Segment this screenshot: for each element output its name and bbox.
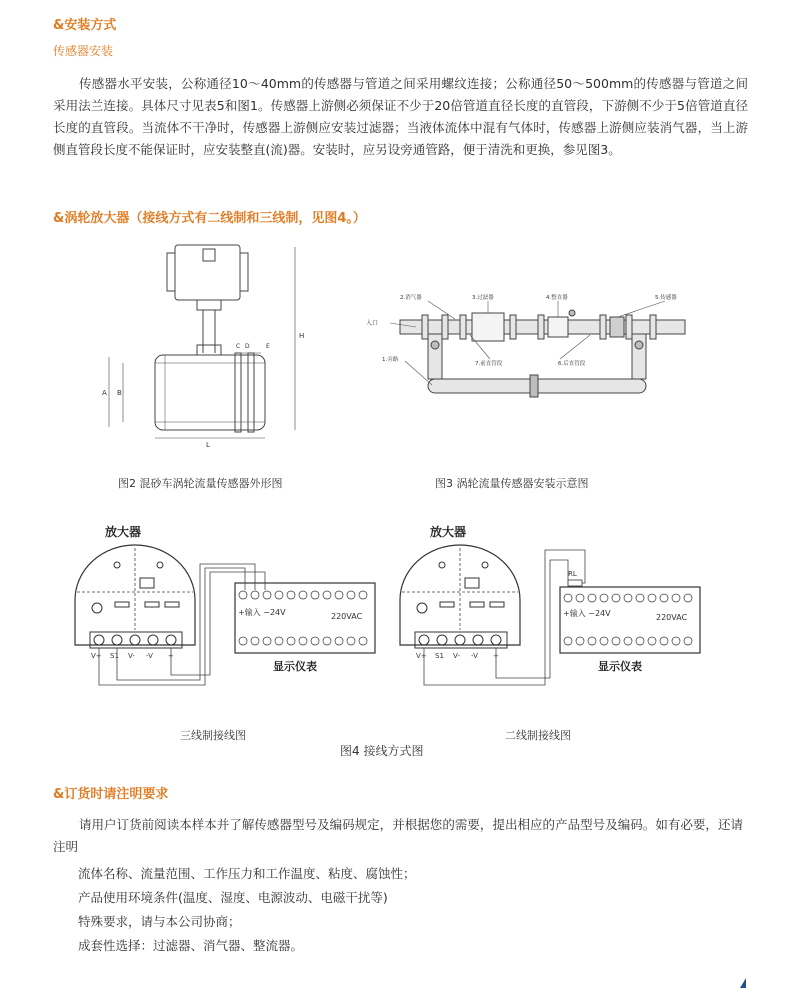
two-wire-resistor-label: RL: [568, 570, 577, 578]
install-paragraph: 传感器水平安装，公称通径10～40mm的传感器与管道之间采用螺纹连接；公称通径50～500mm的传感器与管道之间采用法兰连接。具体尺寸见表5和图1。传感器上游侧必须保证不少于20倍管道直径长度的直管段，下游侧不少于5倍管道直径长度的直管段。当流体不干净时，传感器上游侧应安装过滤器；当液体流体中混有气体时，传感器上游侧应装消气器，当上游侧直管段长度不能保证时，应安装整直(流)器。安装时，应另设旁通管路，便于清洗和更换，参见图3。: [53, 76, 748, 157]
fig3-installation-drawing: [360, 285, 690, 415]
two-wire-terminal-1: V+: [416, 652, 427, 660]
two-wire-terminal-4: -V: [471, 652, 478, 660]
two-wire-amplifier-title: 放大器: [430, 525, 467, 539]
order-requirements-list: [78, 862, 728, 958]
three-wire-amplifier-title: 放大器: [105, 525, 142, 539]
fig2-label-l: L: [206, 441, 210, 449]
fig2-caption: 图2 混砂车涡轮流量传感器外形图: [118, 477, 283, 490]
fig3-front-pipe-label: 7.前直管段: [475, 361, 503, 367]
three-wire-terminal-5: +: [168, 652, 174, 660]
fig3-straightener-label: 4.整直器: [546, 295, 568, 301]
three-wire-meter-title: 显示仪表: [273, 660, 317, 673]
fig3-filter-label: 3.过滤器: [472, 295, 494, 301]
fig2-sensor-drawing: [85, 235, 325, 460]
install-subheading: 传感器安装: [53, 44, 114, 58]
fig2-label-e: E: [266, 343, 270, 350]
three-wire-subcaption: 三线制接线图: [180, 729, 246, 742]
list-item: 特殊要求，请与本公司协商；: [78, 914, 241, 929]
fig2-label-a: A: [102, 389, 107, 397]
order-heading: &订货时请注明要求: [53, 787, 169, 802]
two-wire-terminal-2: S1: [435, 652, 444, 660]
list-item: 产品使用环境条件(温度、湿度、电源波动、电磁干扰等): [78, 890, 388, 905]
list-item: 流体名称、流量范围、工作压力和工作温度、粘度、腐蚀性；: [78, 866, 416, 881]
two-wire-meter-power: 220VAC: [656, 613, 688, 622]
fig4-three-wire-diagram: [55, 520, 385, 690]
amplifier-heading: &涡轮放大器（接线方式有二线制和三线制，见图4。）: [53, 211, 366, 226]
three-wire-terminal-1: V+: [91, 652, 102, 660]
install-heading: &安装方式: [53, 18, 117, 33]
two-wire-terminal-3: V-: [453, 652, 460, 660]
three-wire-terminal-4: -V: [146, 652, 153, 660]
fig4-two-wire-diagram: [380, 520, 710, 690]
order-paragraph: 请用户订货前阅读本样本并了解传感器型号及编码规定，并根据您的需要，提出相应的产品型号及编码。如有必要，还请注明: [53, 817, 743, 854]
list-item: 成套性选择：过滤器、消气器、整流器。: [78, 938, 304, 953]
three-wire-terminal-2: S1: [110, 652, 119, 660]
two-wire-meter-input: +输入 −24V: [563, 609, 611, 618]
three-wire-meter-input: +输入 −24V: [238, 608, 286, 617]
corner-marker-icon: [738, 976, 748, 988]
fig3-caption: 图3 涡轮流量传感器安装示意图: [435, 477, 589, 490]
two-wire-meter-title: 显示仪表: [598, 660, 642, 673]
fig3-bypass-label: 1.旁路: [382, 357, 399, 363]
fig3-sensor-label: 5.传感器: [655, 295, 677, 301]
fig2-label-c: C: [236, 343, 241, 350]
fig2-label-h: H: [299, 332, 305, 340]
fig2-label-b: B: [117, 389, 122, 397]
fig3-degasser-label: 2.消气器: [400, 295, 422, 301]
three-wire-meter-power: 220VAC: [331, 612, 363, 621]
fig4-caption: 图4 接线方式图: [340, 744, 424, 758]
fig2-label-d: D: [245, 343, 250, 350]
fig3-inlet-label: 入口: [366, 320, 379, 327]
two-wire-subcaption: 二线制接线图: [505, 729, 571, 742]
fig3-rear-pipe-label: 6.后直管段: [558, 361, 586, 367]
two-wire-terminal-5: +: [493, 652, 499, 660]
three-wire-terminal-3: V-: [128, 652, 135, 660]
